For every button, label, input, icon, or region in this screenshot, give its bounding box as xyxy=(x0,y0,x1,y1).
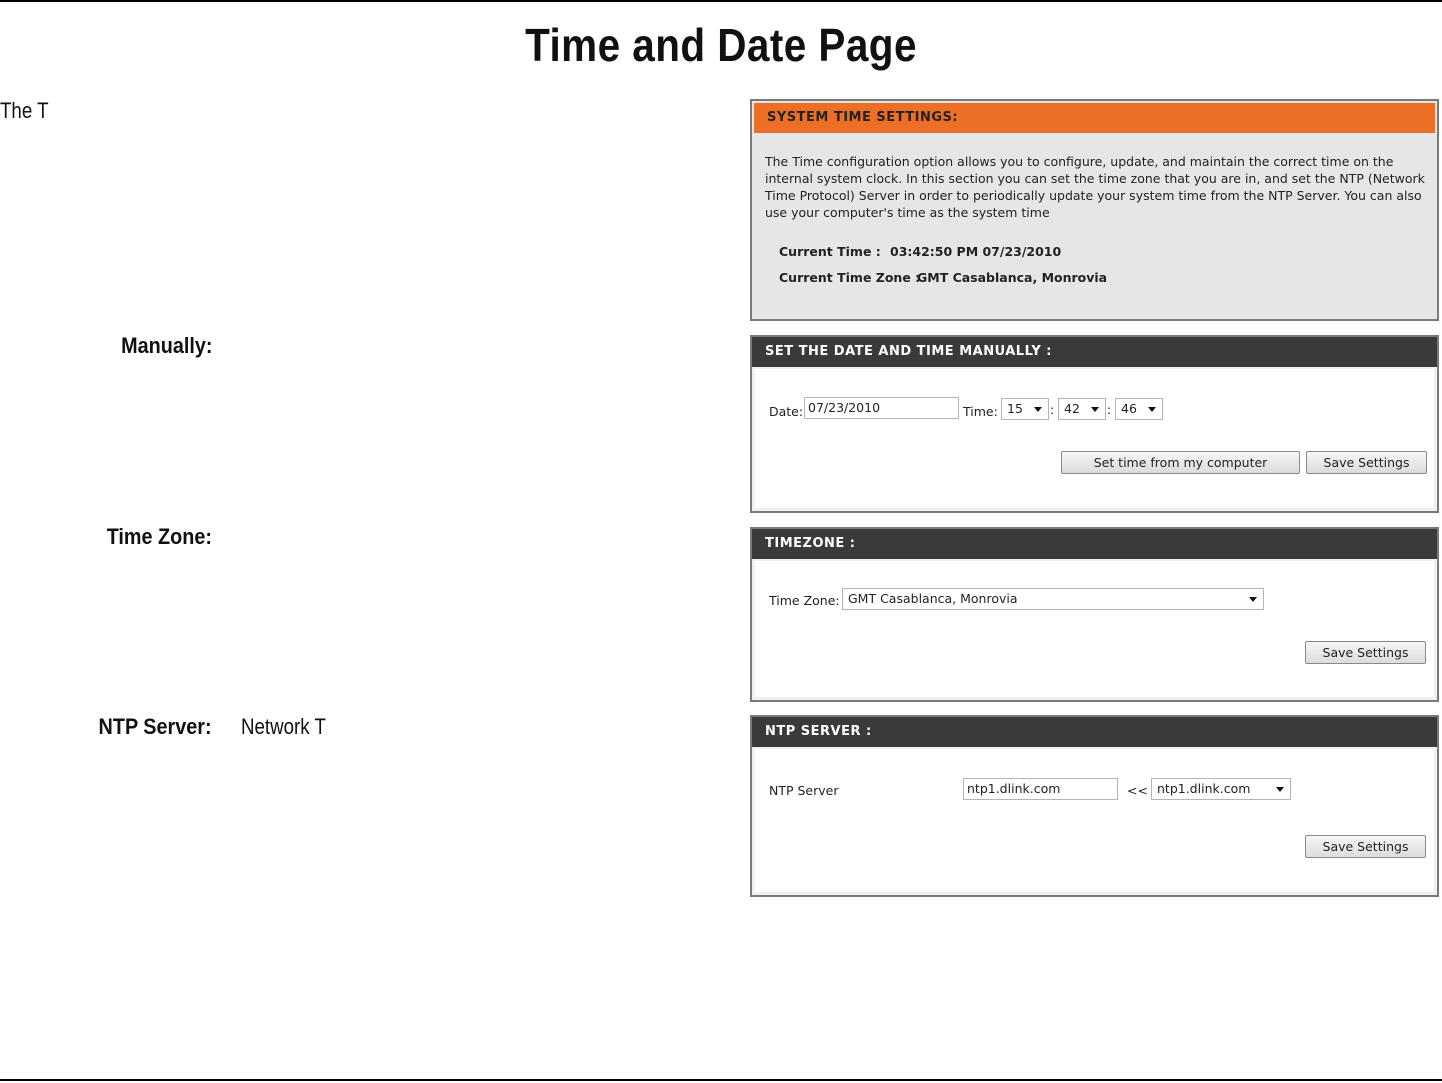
current-time-value: 03:42:50 PM 07/23/2010 xyxy=(890,244,1062,259)
system-time-panel xyxy=(750,99,1439,321)
minute-value: 42 xyxy=(1064,401,1080,416)
timezone-select[interactable] xyxy=(842,588,1264,610)
ntp-server-input[interactable]: ntp1.dlink.com xyxy=(963,778,1118,800)
date-label: Date: xyxy=(769,404,804,419)
current-zone-label: Current Time Zone : xyxy=(779,270,921,285)
ntp-select-value: ntp1.dlink.com xyxy=(1157,781,1251,796)
page-title: Time and Date Page xyxy=(525,19,917,71)
save-settings-button[interactable]: Save Settings xyxy=(1305,835,1426,858)
system-time-description: The Time configuration option allows you to configure, update, and maintain the correct time on the internal system clock. In this section you can set the time zone that you are in, and set the NTP (Network Time Protocol) Server in order to periodically update your system time from the NTP Server. You can also use your computer's time as the system time xyxy=(765,154,1425,220)
system-time-header: SYSTEM TIME SETTINGS: xyxy=(754,103,1435,133)
ntp-panel xyxy=(750,715,1439,897)
ntp-copy-arrows: << xyxy=(1127,783,1148,798)
minute-select[interactable] xyxy=(1058,398,1106,420)
top-rule xyxy=(0,0,1442,2)
ntp-label: NTP Server xyxy=(769,783,839,798)
manual-panel xyxy=(750,335,1439,513)
ntp-server-desc: Network T xyxy=(241,714,326,739)
save-settings-button[interactable]: Save Settings xyxy=(1306,451,1427,474)
date-input[interactable]: 07/23/2010 xyxy=(804,397,959,419)
time-label: Time: xyxy=(963,404,998,419)
intro-text: The T xyxy=(0,98,49,123)
time-zone-label: Time Zone: xyxy=(106,524,212,549)
timezone-body xyxy=(755,561,1434,697)
timezone-label: Time Zone: xyxy=(769,593,840,608)
timezone-header: TIMEZONE : xyxy=(752,529,1437,559)
chevron-down-icon xyxy=(1148,407,1156,412)
time-colon: : xyxy=(1050,402,1055,417)
current-zone-value: GMT Casablanca, Monrovia xyxy=(917,270,1108,285)
hour-value: 15 xyxy=(1007,401,1023,416)
ntp-server-select[interactable] xyxy=(1151,778,1291,800)
manual-header: SET THE DATE AND TIME MANUALLY : xyxy=(752,337,1437,367)
ntp-server-label: NTP Server: xyxy=(99,714,212,739)
save-settings-button[interactable]: Save Settings xyxy=(1305,641,1426,664)
set-time-from-computer-button[interactable]: Set time from my computer xyxy=(1061,451,1300,474)
hour-select[interactable] xyxy=(1001,398,1049,420)
manually-label: Manually: xyxy=(120,333,212,358)
current-time-label: Current Time : xyxy=(779,244,881,259)
second-select[interactable] xyxy=(1115,398,1163,420)
chevron-down-icon xyxy=(1249,597,1257,602)
chevron-down-icon xyxy=(1034,407,1042,412)
chevron-down-icon xyxy=(1091,407,1099,412)
ntp-header: NTP SERVER : xyxy=(752,717,1437,747)
time-colon: : xyxy=(1107,402,1112,417)
chevron-down-icon xyxy=(1276,787,1284,792)
second-value: 46 xyxy=(1121,401,1137,416)
manual-body xyxy=(755,369,1434,508)
timezone-panel xyxy=(750,527,1439,702)
bottom-rule xyxy=(0,1079,1442,1081)
timezone-value: GMT Casablanca, Monrovia xyxy=(848,591,1018,606)
ntp-body xyxy=(755,749,1434,892)
